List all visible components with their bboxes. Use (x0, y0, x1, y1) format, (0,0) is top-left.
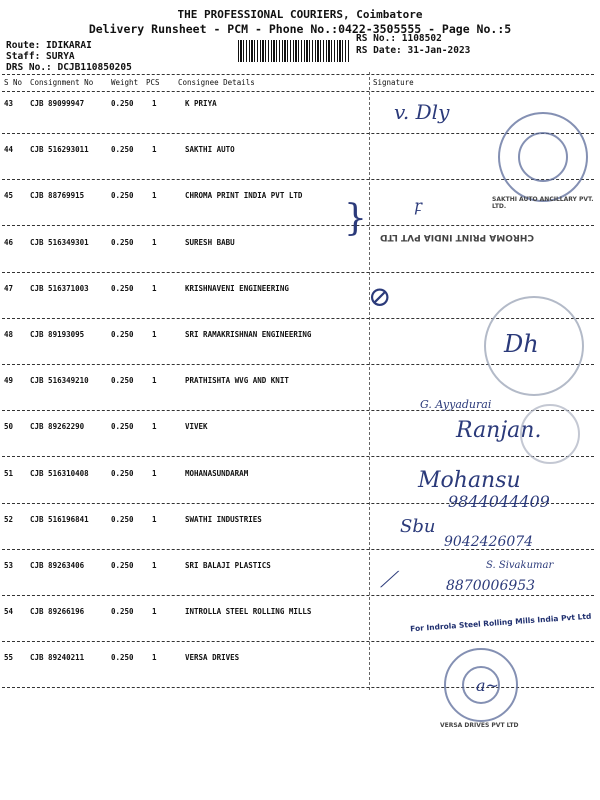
row-pcs: 1 (152, 191, 157, 200)
col-header-sno: S No (4, 78, 23, 87)
row-divider (2, 272, 594, 273)
signature-53-stroke: ⟋ (380, 568, 396, 593)
row-pcs: 1 (152, 561, 157, 570)
rs-number: RS No.: 1108502 (356, 33, 442, 44)
row-consignee: VERSA DRIVES (185, 653, 240, 662)
drs-number: DRS No.: DCJB110850205 (6, 62, 132, 73)
row-sno: 43 (4, 99, 14, 108)
signature-53-phone: 8870006953 (446, 578, 536, 594)
row-weight: 0.250 (111, 469, 134, 478)
row-consignee: K PRIYA (185, 99, 217, 108)
row-consignment-no: CJB 89263406 (30, 561, 85, 570)
signature-column-divider (369, 72, 370, 690)
row-sno: 54 (4, 607, 14, 616)
row-divider (2, 225, 594, 226)
page-subtitle: Delivery Runsheet - PCM - Phone No.:0422-3505555 - Page No.:5 (88, 22, 512, 36)
row-pcs: 1 (152, 607, 157, 616)
stamp-45-text: CHROMA PRINT INDIA PVT LTD (380, 232, 534, 242)
stamp-50 (520, 404, 580, 464)
row-consignee: INTROLLA STEEL ROLLING MILLS (185, 607, 312, 616)
row-weight: 0.250 (111, 422, 134, 431)
row-sno: 49 (4, 376, 14, 385)
row-consignee: SAKTHI AUTO (185, 145, 235, 154)
stamp-44-text: SAKTHI AUTO ANCILLARY PVT. LTD. (492, 196, 594, 210)
row-consignee: KRISHNAVENI ENGINEERING (185, 284, 289, 293)
signature-52: Sbu (400, 516, 436, 537)
route-label: Route: IDIKARAI (6, 40, 92, 51)
row-divider (2, 456, 594, 457)
signature-50: Ranjan. (456, 418, 542, 443)
row-pcs: 1 (152, 469, 157, 478)
row-consignee: SRI BALAJI PLASTICS (185, 561, 271, 570)
signature-43: v. Dly (394, 100, 450, 124)
row-weight: 0.250 (111, 284, 134, 293)
row-weight: 0.250 (111, 238, 134, 247)
header-top-rule (2, 74, 594, 75)
row-sno: 53 (4, 561, 14, 570)
row-consignment-no: CJB 89262290 (30, 422, 85, 431)
row-consignment-no: CJB 516196841 (30, 515, 89, 524)
signature-52-phone: 9042426074 (444, 534, 534, 550)
row-pcs: 1 (152, 422, 157, 431)
row-pcs: 1 (152, 145, 157, 154)
signature-51-phone: 9844044409 (448, 492, 550, 511)
row-divider (2, 641, 594, 642)
row-divider (2, 595, 594, 596)
row-divider (2, 410, 594, 411)
row-consignment-no: CJB 516349301 (30, 238, 89, 247)
row-weight: 0.250 (111, 330, 134, 339)
row-sno: 45 (4, 191, 14, 200)
row-consignment-no: CJB 516293011 (30, 145, 89, 154)
row-consignment-no: CJB 516371003 (30, 284, 89, 293)
col-header-pcs: PCS (146, 78, 160, 87)
row-consignment-no: CJB 516349210 (30, 376, 89, 385)
stamp-55-text: VERSA DRIVES PVT LTD (440, 722, 519, 729)
row-weight: 0.250 (111, 607, 134, 616)
row-sno: 51 (4, 469, 14, 478)
row-sno: 46 (4, 238, 14, 247)
row-weight: 0.250 (111, 653, 134, 662)
row-consignment-no: CJB 89240211 (30, 653, 85, 662)
row-consignment-no: CJB 516310408 (30, 469, 89, 478)
row-weight: 0.250 (111, 145, 134, 154)
row-consignment-no: CJB 89266196 (30, 607, 85, 616)
row-consignee: SRI RAMAKRISHNAN ENGINEERING (185, 330, 312, 339)
signature-55: a~ (476, 676, 499, 695)
col-header-weight: Weight (111, 78, 139, 87)
row-consignee: CHROMA PRINT INDIA PVT LTD (185, 191, 303, 200)
rs-date: RS Date: 31-Jan-2023 (356, 45, 471, 56)
row-consignee: SWATHI INDUSTRIES (185, 515, 262, 524)
col-header-signature: Signature (373, 78, 414, 87)
row-consignee: PRATHISHTA WVG AND KNIT (185, 376, 289, 385)
row-sno: 44 (4, 145, 14, 154)
row-consignment-no: CJB 89099947 (30, 99, 85, 108)
row-sno: 48 (4, 330, 14, 339)
col-header-consignee: Consignee Details (178, 78, 255, 87)
row-pcs: 1 (152, 376, 157, 385)
row-pcs: 1 (152, 330, 157, 339)
row-weight: 0.250 (111, 515, 134, 524)
row-pcs: 1 (152, 653, 157, 662)
row-consignee: MOHANASUNDARAM (185, 469, 249, 478)
signature-47: ⊘ (368, 280, 392, 313)
signature-53-name: S. Sivakumar (486, 560, 554, 571)
row-consignment-no: CJB 89193095 (30, 330, 85, 339)
row-consignee: SURESH BABU (185, 238, 235, 247)
row-sno: 52 (4, 515, 14, 524)
row-weight: 0.250 (111, 561, 134, 570)
row-sno: 47 (4, 284, 14, 293)
row-pcs: 1 (152, 515, 157, 524)
row-weight: 0.250 (111, 191, 134, 200)
signature-45: ꝼ (414, 196, 422, 215)
row-pcs: 1 (152, 284, 157, 293)
signature-51: Mohansu (418, 468, 521, 493)
stamp-54-text: For Indrola Steel Rolling Mills India Pvt Ltd (409, 611, 592, 634)
brace-mark-45: } (344, 198, 367, 239)
barcode (238, 40, 350, 62)
company-stamp-44-inner (518, 132, 568, 182)
signature-49: G. Ayyadurai (420, 398, 492, 411)
row-weight: 0.250 (111, 99, 134, 108)
row-pcs: 1 (152, 99, 157, 108)
col-header-consignment: Consignment No (30, 78, 94, 87)
row-consignee: VIVEK (185, 422, 208, 431)
row-pcs: 1 (152, 238, 157, 247)
row-consignment-no: CJB 88769915 (30, 191, 85, 200)
page-title: THE PROFESSIONAL COURIERS, Coimbatore (177, 8, 423, 21)
row-sno: 55 (4, 653, 14, 662)
header-bottom-rule (2, 91, 594, 92)
signature-48: Dh (504, 330, 539, 358)
row-sno: 50 (4, 422, 14, 431)
row-weight: 0.250 (111, 376, 134, 385)
staff-label: Staff: SURYA (6, 51, 75, 62)
